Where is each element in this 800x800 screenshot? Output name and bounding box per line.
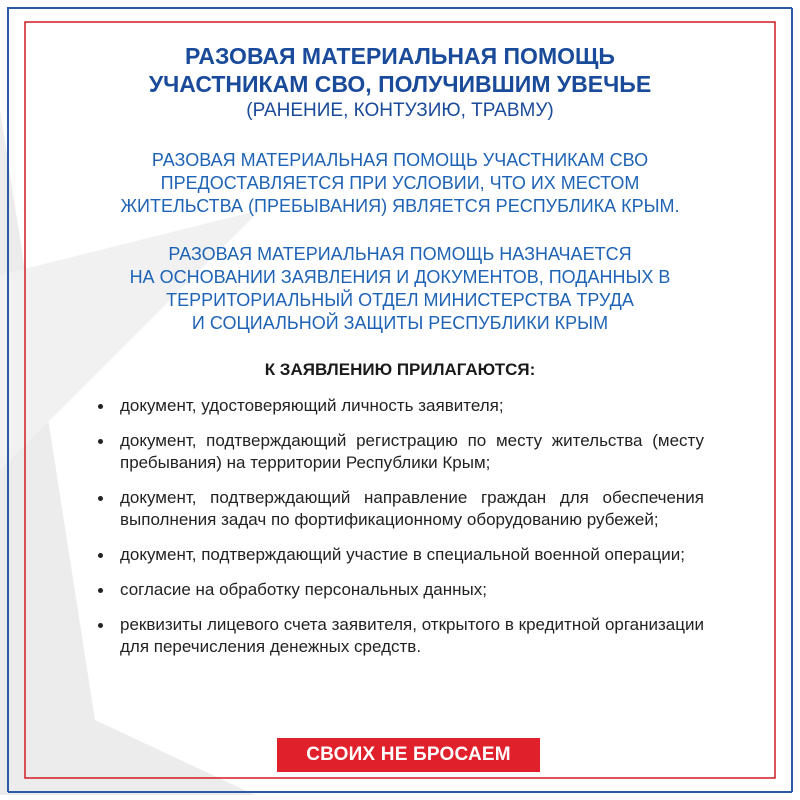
paragraph-line: ТЕРРИТОРИАЛЬНЫЙ ОТДЕЛ МИНИСТЕРСТВА ТРУДА xyxy=(166,290,634,310)
list-item-text: документ, удостоверяющий личность заявителя; xyxy=(120,396,504,415)
list-item xyxy=(96,487,704,531)
page-title xyxy=(0,42,800,124)
title-line-2: УЧАСТНИКАМ СВО, ПОЛУЧИВШИМ УВЕЧЬЕ xyxy=(148,71,652,97)
list-heading: К ЗАЯВЛЕНИЮ ПРИЛАГАЮТСЯ: xyxy=(264,360,536,379)
paragraph-line: ЖИТЕЛЬСТВА (ПРЕБЫВАНИЯ) ЯВЛЯЕТСЯ РЕСПУБЛИКА КРЫМ. xyxy=(120,196,680,216)
list-item xyxy=(96,395,704,417)
assignment-paragraph xyxy=(0,243,800,335)
bullet-icon xyxy=(98,553,103,558)
title-subtitle: (РАНЕНИЕ, КОНТУЗИЮ, ТРАВМУ) xyxy=(246,100,554,121)
list-item-text: документ, подтверждающий участие в специальной военной операции; xyxy=(120,545,686,564)
list-item xyxy=(96,430,704,474)
bullet-icon xyxy=(98,404,103,409)
list-item-text: документ, подтверждающий направление граждан для обеспечения выполнения задач по фортификационному оборудованию рубежей; xyxy=(120,488,704,529)
bullet-icon xyxy=(98,623,103,628)
list-item-text: реквизиты лицевого счета заявителя, открытого в кредитной организации для перечисления денежных средств. xyxy=(120,615,704,656)
list-item xyxy=(96,544,704,566)
condition-paragraph xyxy=(0,149,800,218)
paragraph-line: И СОЦИАЛЬНОЙ ЗАЩИТЫ РЕСПУБЛИКИ КРЫМ xyxy=(191,313,609,333)
title-line-1: РАЗОВАЯ МАТЕРИАЛЬНАЯ ПОМОЩЬ xyxy=(185,43,615,69)
paragraph-line: РАЗОВАЯ МАТЕРИАЛЬНАЯ ПОМОЩЬ УЧАСТНИКАМ СВО xyxy=(151,150,649,170)
paragraph-line: НА ОСНОВАНИИ ЗАЯВЛЕНИЯ И ДОКУМЕНТОВ, ПОДАННЫХ В xyxy=(129,267,671,287)
list-item-text: согласие на обработку персональных данных; xyxy=(120,580,487,599)
bullet-icon xyxy=(98,588,103,593)
documents-list xyxy=(96,395,704,671)
bullet-icon xyxy=(98,496,103,501)
paragraph-line: ПРЕДОСТАВЛЯЕТСЯ ПРИ УСЛОВИИ, ЧТО ИХ МЕСТОМ xyxy=(160,173,640,193)
bullet-icon xyxy=(98,439,103,444)
slogan-badge: СВОИХ НЕ БРОСАЕМ xyxy=(277,738,540,772)
list-item xyxy=(96,579,704,601)
list-item-text: документ, подтверждающий регистрацию по месту жительства (месту пребывания) на территории Республики Крым; xyxy=(120,431,704,472)
paragraph-line: РАЗОВАЯ МАТЕРИАЛЬНАЯ ПОМОЩЬ НАЗНАЧАЕТСЯ xyxy=(168,244,632,264)
list-item xyxy=(96,614,704,658)
